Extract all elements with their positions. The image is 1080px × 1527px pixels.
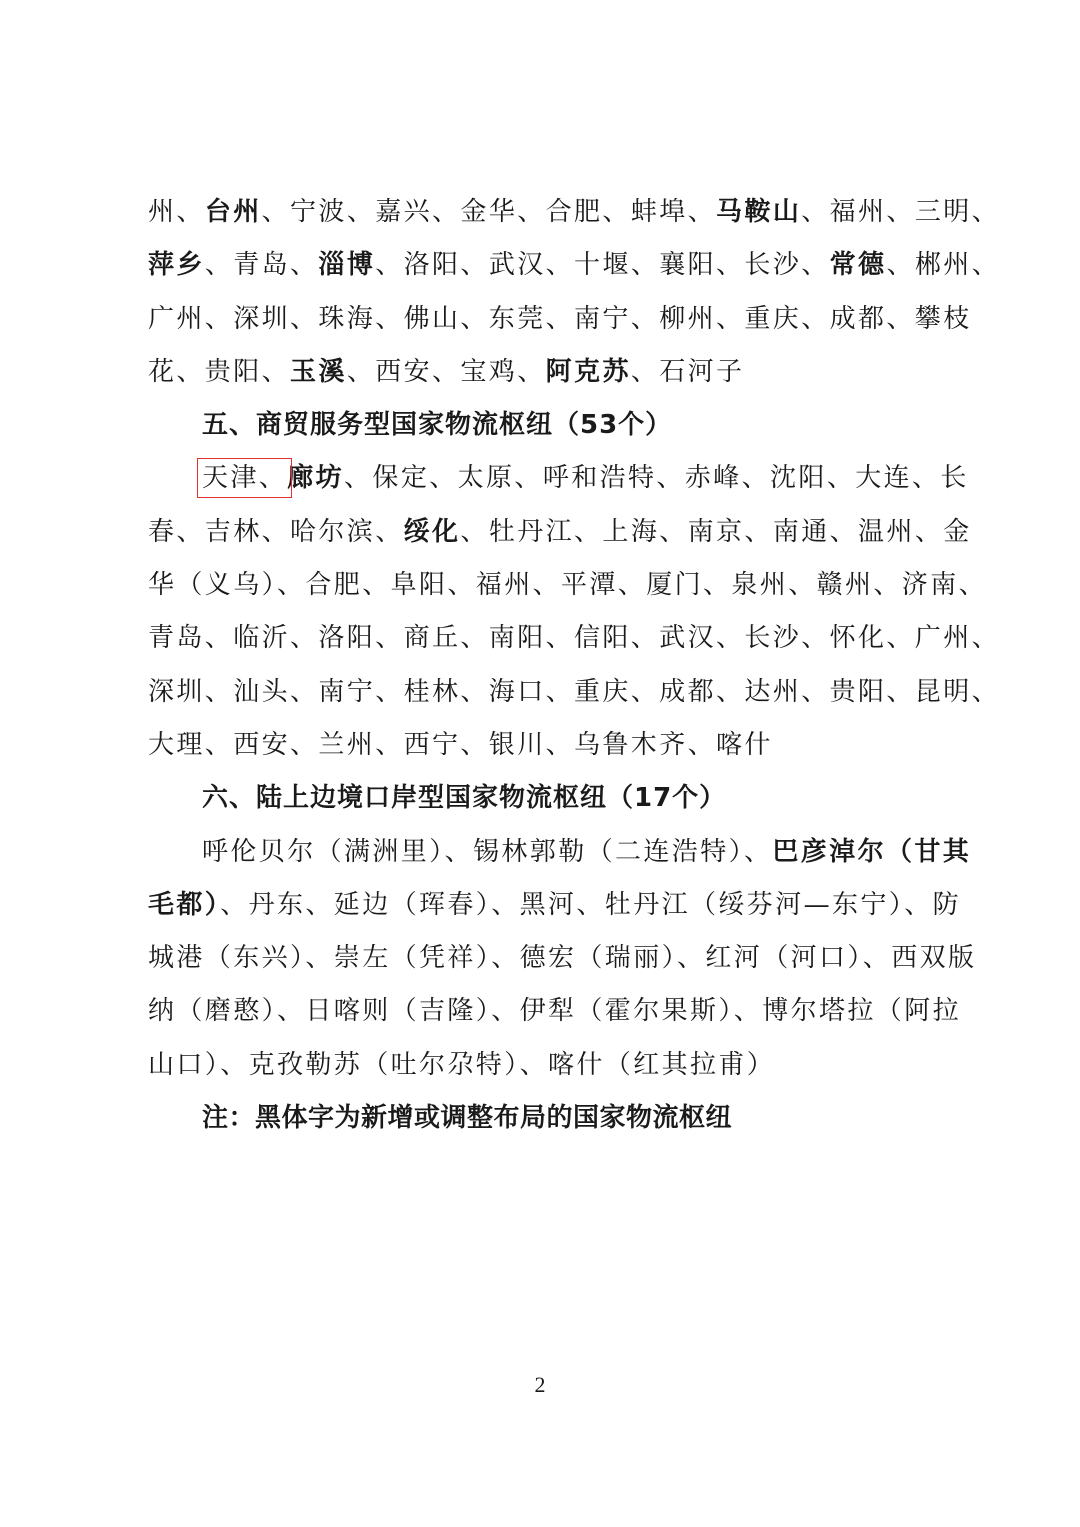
section-5 [148,399,1001,772]
paragraph-line: 青岛、临沂、洛阳、商丘、南阳、信阳、武汉、长沙、怀化、广州、 [148,623,1001,654]
bold-hub-name: 萍乡 [148,250,205,281]
section-6 [148,772,977,1092]
paragraph-line: 毛都）、丹东、延边（珲春）、黑河、牡丹江（绥芬河—东宁）、防 [148,889,962,920]
paragraph-line: 花、贵阳、玉溪、西安、宝鸡、阿克苏、石河子 [148,356,745,387]
section-5-heading: 五、商贸服务型国家物流枢纽（53个） [202,410,673,441]
highlighted-text: 天津、 [202,463,288,494]
bold-hub-name: 淄博 [318,250,376,281]
paragraph-line: 天津、廊坊、保定、太原、呼和浩特、赤峰、沈阳、大连、长 [202,463,969,494]
paragraph-line: 纳（磨憨）、日喀则（吉隆）、伊犁（霍尔果斯）、博尔塔拉（阿拉 [148,996,962,1027]
page-number: 2 [534,1372,546,1397]
section-6-heading: 六、陆上边境口岸型国家物流枢纽（17个） [202,783,727,814]
bold-hub-name: 巴彦淖尔（甘其 [772,836,972,867]
paragraph-line: 华（义乌）、合肥、阜阳、福州、平潭、厦门、泉州、赣州、济南、 [148,570,988,601]
bold-hub-name: 玉溪 [290,356,347,387]
document-body [148,186,1001,1145]
bold-hub-name: 台州 [204,197,262,227]
paragraph-line: 广州、深圳、珠海、佛山、东莞、南宁、柳州、重庆、成都、攀枝 [148,303,972,334]
paragraph-line: 呼伦贝尔（满洲里）、锡林郭勒（二连浩特）、巴彦淖尔（甘其 [202,836,972,867]
paragraph-line: 山口）、克孜勒苏（吐尔尕特）、喀什（红其拉甫） [148,1049,776,1080]
footnote: 注：黑体字为新增或调整布局的国家物流枢纽 [202,1103,733,1134]
bold-hub-name: 常德 [829,250,887,281]
bold-hub-name: 马鞍山 [716,197,802,227]
bold-hub-name: 绥化 [403,516,461,547]
section-4-continuation [148,186,1001,399]
paragraph-line: 大理、西安、兰州、西宁、银川、乌鲁木齐、喀什 [148,729,773,760]
bold-hub-name: 毛都） [148,889,221,920]
paragraph-line: 州、台州、宁波、嘉兴、金华、合肥、蚌埠、马鞍山、福州、三明、 [148,197,1001,227]
paragraph-line: 春、吉林、哈尔滨、绥化、牡丹江、上海、南京、南通、温州、金 [148,516,972,547]
bold-hub-name: 阿克苏 [545,356,631,387]
bold-hub-name: 廊坊 [287,463,345,494]
paragraph-line: 城港（东兴）、崇左（凭祥）、德宏（瑞丽）、红河（河口）、西双版 [148,943,977,974]
paragraph-line: 萍乡、青岛、淄博、洛阳、武汉、十堰、襄阳、长沙、常德、郴州、 [148,250,1001,281]
paragraph-line: 深圳、汕头、南宁、桂林、海口、重庆、成都、达州、贵阳、昆明、 [148,676,1001,707]
